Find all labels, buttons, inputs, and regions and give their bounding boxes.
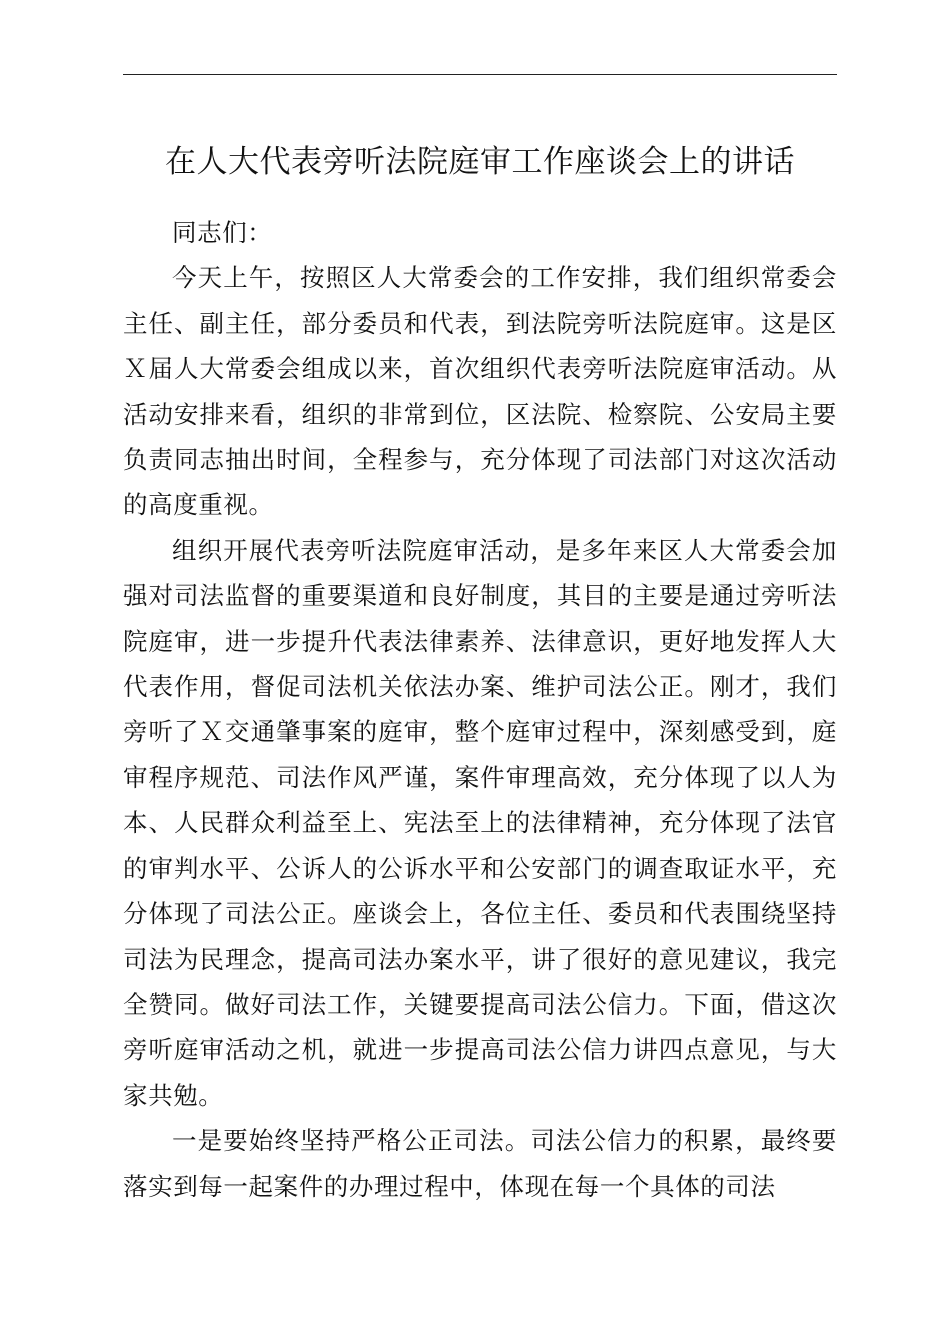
header-rule: [123, 74, 837, 75]
paragraph-1: 今天上午，按照区人大常委会的工作安排，我们组织常委会主任、副主任，部分委员和代表，到法院旁听法院庭审。这是区Ｘ届人大常委会组成以来，首次组织代表旁听法院庭审活动。从活动安排来看，组织的非常到位，区法院、检察院、公安局主要负责同志抽出时间，全程参与，充分体现了司法部门对这次活动的高度重视。: [123, 263, 837, 520]
paragraph-3: 一是要始终坚持严格公正司法。司法公信力的积累，最终要落实到每一起案件的办理过程中，体现在每一个具体的司法: [123, 1126, 837, 1201]
paragraph-2: 组织开展代表旁听法院庭审活动，是多年来区人大常委会加强对司法监督的重要渠道和良好制度，其目的主要是通过旁听法院庭审，进一步提升代表法律素养、法律意识，更好地发挥人大代表作用，督促司法机关依法办案、维护司法公正。刚才，我们旁听了Ｘ交通肇事案的庭审，整个庭审过程中，深刻感受到，庭审程序规范、司法作风严谨，案件审理高效，充分体现了以人为本、人民群众利益至上、宪法至上的法律精神，充分体现了法官的审判水平、公诉人的公诉水平和公安部门的调查取证水平，充分体现了司法公正。座谈会上，各位主任、委员和代表围绕坚持司法为民理念，提高司法办案水平，讲了很好的意见建议，我完全赞同。做好司法工作，关键要提高司法公信力。下面，借这次旁听庭审活动之机，就进一步提高司法公信力讲四点意见，与大家共勉。: [123, 535, 837, 1110]
document-title: 在人大代表旁听法院庭审工作座谈会上的讲话: [165, 144, 795, 180]
salutation: 同志们：: [172, 218, 273, 247]
document-body: [123, 210, 837, 1209]
